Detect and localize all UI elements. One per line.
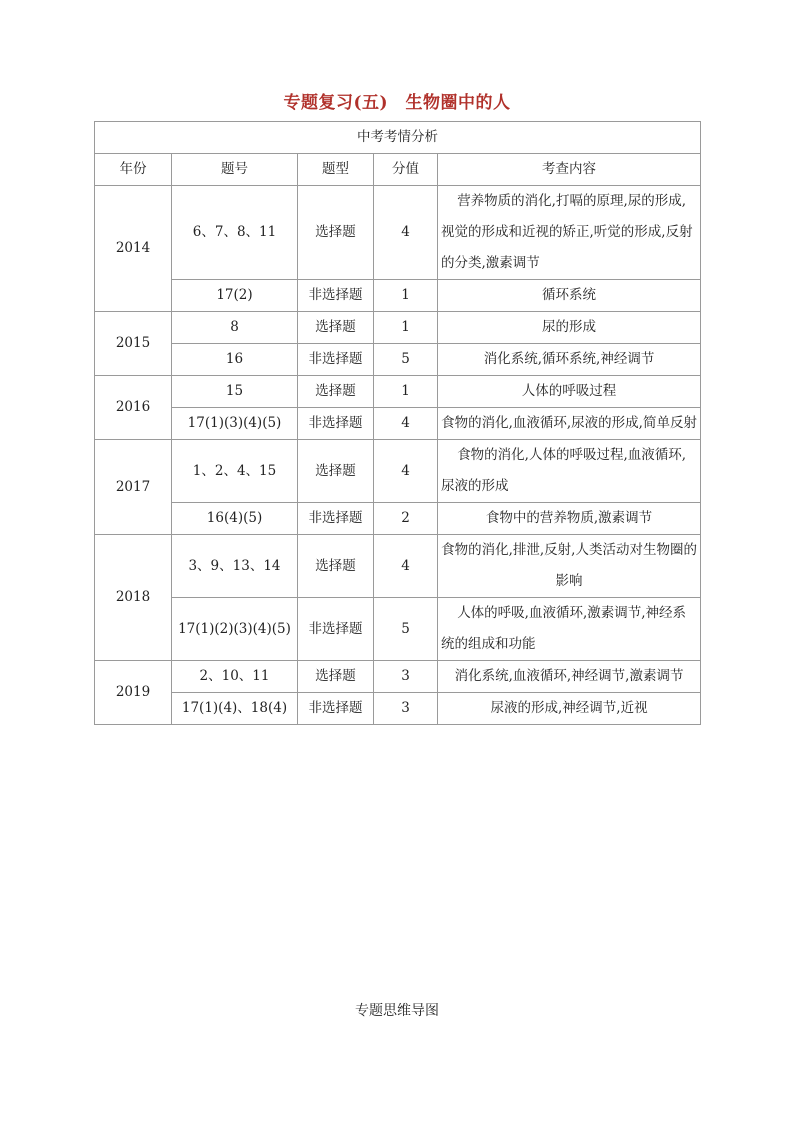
question-type-cell: 非选择题: [298, 693, 374, 725]
year-cell: 2019: [95, 661, 172, 725]
question-number-cell: 17(1)(4)、18(4): [172, 693, 298, 725]
score-cell: 3: [374, 661, 438, 693]
score-cell: 1: [374, 312, 438, 344]
table-row: [95, 693, 701, 725]
score-cell: 3: [374, 693, 438, 725]
content-cell: 营养物质的消化,打嗝的原理,尿的形成,视觉的形成和近视的矫正,听觉的形成,反射的分类,激素调节: [438, 186, 701, 280]
score-cell: 4: [374, 535, 438, 598]
header-question-type: 题型: [298, 154, 374, 186]
table-row: [95, 280, 701, 312]
question-number-cell: 2、10、11: [172, 661, 298, 693]
table-caption: 中考考情分析: [95, 122, 701, 154]
content-cell: 尿的形成: [438, 312, 701, 344]
question-number-cell: 17(1)(3)(4)(5): [172, 408, 298, 440]
header-year: 年份: [95, 154, 172, 186]
question-number-cell: 1、2、4、15: [172, 440, 298, 503]
question-type-cell: 选择题: [298, 186, 374, 280]
content-cell: 尿液的形成,神经调节,近视: [438, 693, 701, 725]
score-cell: 4: [374, 186, 438, 280]
question-type-cell: 选择题: [298, 440, 374, 503]
content-cell: 人体的呼吸,血液循环,激素调节,神经系统的组成和功能: [438, 598, 701, 661]
question-type-cell: 选择题: [298, 376, 374, 408]
question-number-cell: 3、9、13、14: [172, 535, 298, 598]
question-type-cell: 非选择题: [298, 280, 374, 312]
question-number-cell: 17(2): [172, 280, 298, 312]
table-row: [95, 186, 701, 280]
question-type-cell: 选择题: [298, 312, 374, 344]
content-cell: 人体的呼吸过程: [438, 376, 701, 408]
table-row: [95, 312, 701, 344]
score-cell: 1: [374, 376, 438, 408]
question-number-cell: 6、7、8、11: [172, 186, 298, 280]
header-question-number: 题号: [172, 154, 298, 186]
content-cell: 循环系统: [438, 280, 701, 312]
table-row: [95, 344, 701, 376]
score-cell: 1: [374, 280, 438, 312]
table-row: [95, 503, 701, 535]
header-score: 分值: [374, 154, 438, 186]
content-cell: 食物的消化,人体的呼吸过程,血液循环,尿液的形成: [438, 440, 701, 503]
score-cell: 4: [374, 408, 438, 440]
year-cell: 2018: [95, 535, 172, 661]
content-cell: 食物的消化,血液循环,尿液的形成,简单反射: [438, 408, 701, 440]
question-type-cell: 非选择题: [298, 503, 374, 535]
page-title: 专题复习(五) 生物圈中的人: [283, 93, 511, 113]
table-header-row: [95, 154, 701, 186]
question-type-cell: 非选择题: [298, 598, 374, 661]
content-cell: 食物的消化,排泄,反射,人类活动对生物圈的影响: [438, 535, 701, 598]
year-cell: 2014: [95, 186, 172, 312]
table-row: [95, 408, 701, 440]
question-number-cell: 8: [172, 312, 298, 344]
question-number-cell: 17(1)(2)(3)(4)(5): [172, 598, 298, 661]
question-type-cell: 非选择题: [298, 408, 374, 440]
table-caption-row: [95, 122, 701, 154]
year-cell: 2015: [95, 312, 172, 376]
question-type-cell: 选择题: [298, 661, 374, 693]
score-cell: 2: [374, 503, 438, 535]
year-cell: 2016: [95, 376, 172, 440]
question-number-cell: 16: [172, 344, 298, 376]
table-row: [95, 598, 701, 661]
score-cell: 5: [374, 598, 438, 661]
content-cell: 食物中的营养物质,激素调节: [438, 503, 701, 535]
question-type-cell: 非选择题: [298, 344, 374, 376]
score-cell: 5: [374, 344, 438, 376]
year-cell: 2017: [95, 440, 172, 535]
content-cell: 消化系统,血液循环,神经调节,激素调节: [438, 661, 701, 693]
content-cell: 消化系统,循环系统,神经调节: [438, 344, 701, 376]
table-row: [95, 440, 701, 503]
table-row: [95, 661, 701, 693]
mind-map-caption: 专题思维导图: [355, 1003, 439, 1019]
question-type-cell: 选择题: [298, 535, 374, 598]
score-cell: 4: [374, 440, 438, 503]
table-row: [95, 376, 701, 408]
table-row: [95, 535, 701, 598]
exam-analysis-table: [94, 121, 701, 725]
question-number-cell: 15: [172, 376, 298, 408]
question-number-cell: 16(4)(5): [172, 503, 298, 535]
header-content: 考查内容: [438, 154, 701, 186]
